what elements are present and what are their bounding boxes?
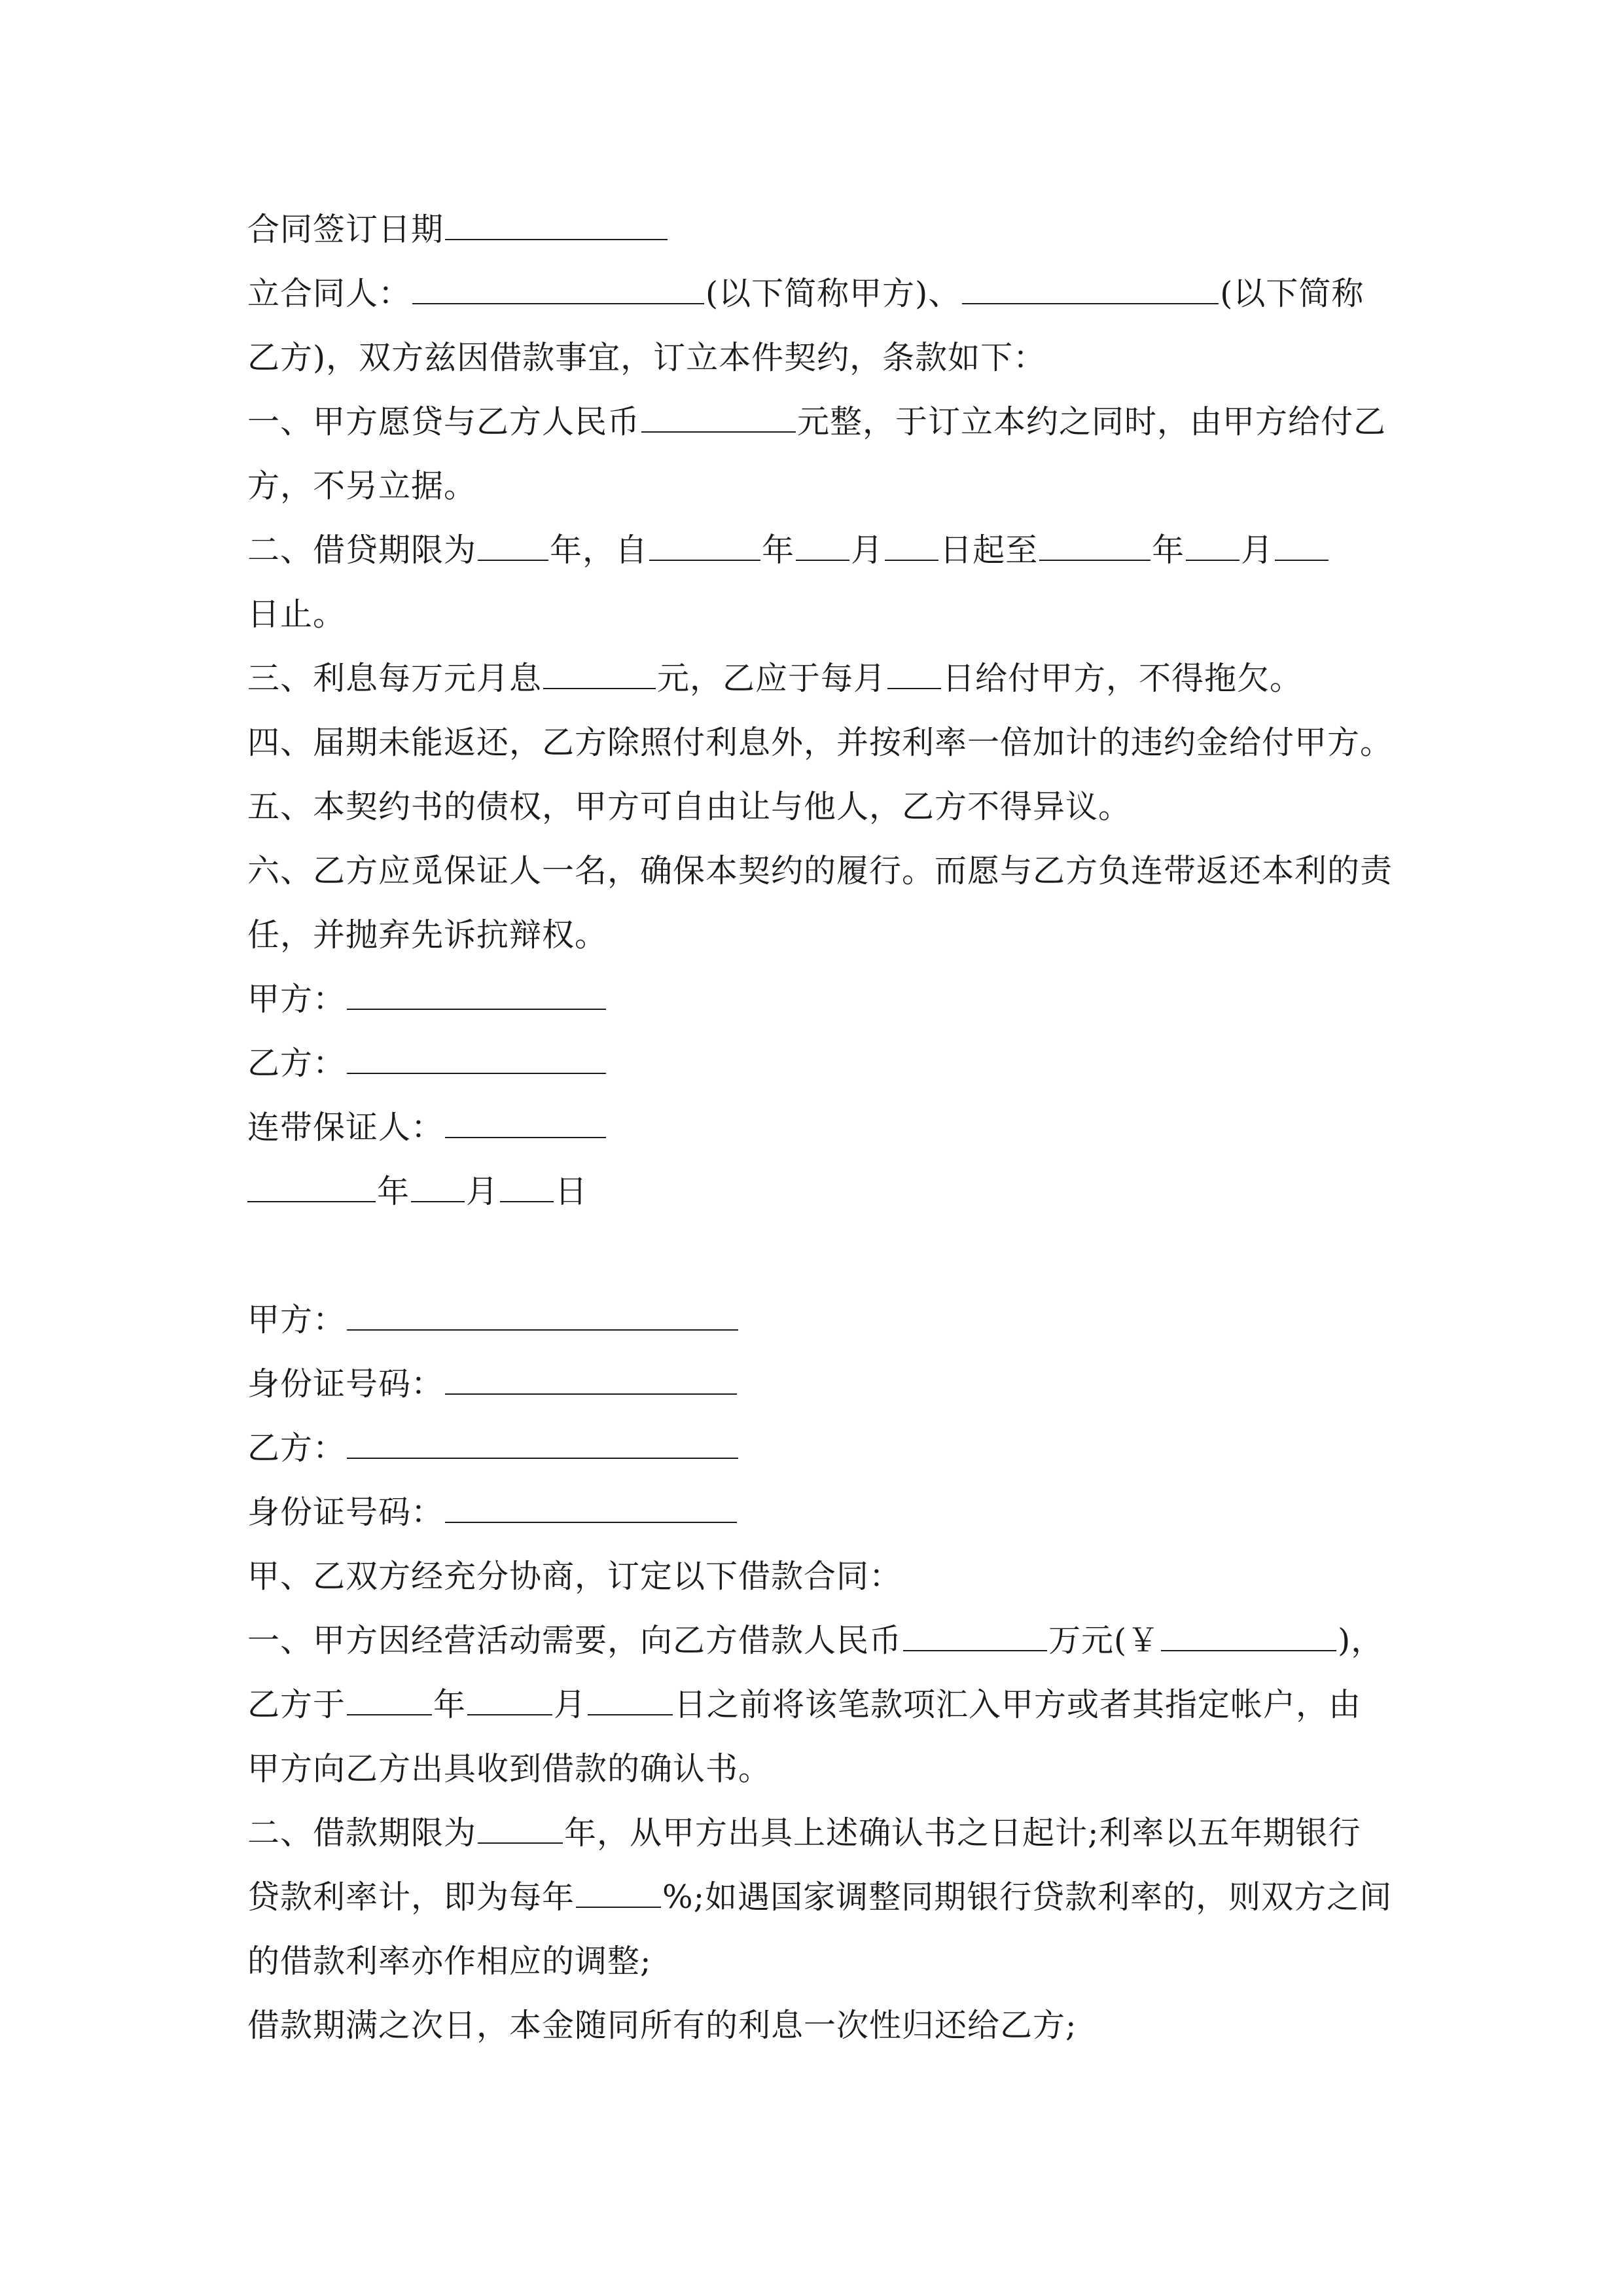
clause-2-cont-text: 日止。 — [247, 596, 346, 633]
sign-date-line — [247, 1160, 1419, 1224]
blank-start-month — [796, 533, 849, 561]
section-gap — [247, 1224, 1419, 1288]
p2-party-b-label: 乙方： — [247, 1429, 346, 1467]
p2-party-a-label: 甲方： — [247, 1301, 346, 1338]
p2-clause-2-l4 — [247, 1994, 1419, 2058]
clause-2-year-from: 年，自 — [550, 531, 649, 569]
blank-p2-rate — [576, 1880, 661, 1908]
blank-p2-month — [467, 1688, 552, 1715]
blank-p2-amount-figure — [1161, 1624, 1336, 1651]
signing-date-line — [247, 198, 1419, 262]
parties-cont-text: 乙方)，双方兹因借款事宜，订立本件契约，条款如下： — [247, 339, 1046, 376]
p2-clause-1-month-label: 月 — [554, 1686, 587, 1723]
clause-2-month-label: 月 — [851, 531, 884, 569]
blank-sign-day — [500, 1175, 554, 1202]
clause-1-text-a: 一、甲方愿贷与乙方人民币 — [247, 403, 641, 440]
clause-3-text-b: 元，乙应于每月 — [657, 660, 887, 697]
blank-p2-amount — [903, 1624, 1047, 1651]
blank-loan-amount — [641, 405, 796, 433]
blank-sign-month — [411, 1175, 465, 1202]
p2-clause-2-l4-text: 借款期满之次日，本金随同所有的利息一次性归还给乙方; — [247, 2007, 1077, 2044]
blank-start-year — [649, 533, 760, 561]
p2-id-a-label: 身份证号码： — [247, 1365, 444, 1403]
blank-party-a — [412, 277, 704, 304]
clause-2-line — [247, 518, 1419, 583]
clause-4-text: 四、届期未能返还，乙方除照付利息外，并按利率一倍加计的违约金给付甲方。 — [247, 724, 1393, 761]
party-b-suffix: (以下简称 — [1220, 275, 1364, 312]
p2-clause-2-l2-b: %;如遇国家调整同期银行贷款利率的，则双方之间 — [662, 1878, 1393, 1916]
p2-clause-2-text-a: 二、借款期限为 — [247, 1814, 477, 1852]
blank-sign-guarantor — [445, 1111, 606, 1138]
p2-clause-1-year-label: 年 — [433, 1686, 467, 1723]
sign-party-b-line — [247, 1031, 1419, 1096]
clause-4-line — [247, 711, 1419, 775]
blank-sign-party-a — [347, 982, 606, 1010]
blank-interest — [543, 662, 656, 689]
blank-sign-year — [247, 1175, 376, 1202]
clause-3-text-a: 三、利息每万元月息 — [247, 660, 543, 697]
p2-id-a-line — [247, 1352, 1419, 1416]
clause-1-cont-line — [247, 454, 1419, 518]
p2-clause-1-l2-rest: 日之前将该笔款项汇入甲方或者其指定帐户，由 — [674, 1686, 1362, 1723]
p2-party-a-line — [247, 1288, 1419, 1352]
clause-2-text-a: 二、借贷期限为 — [247, 531, 477, 569]
p2-clause-1-text-a: 一、甲方因经营活动需要，向乙方借款人民币 — [247, 1622, 902, 1659]
blank-p2-id-b — [445, 1496, 737, 1523]
contract-page — [247, 198, 1419, 2058]
clause-5-line — [247, 775, 1419, 839]
blank-p2-party-b — [347, 1431, 738, 1459]
signing-date-label: 合同签订日期 — [247, 211, 444, 248]
clause-2-day-to: 日起至 — [940, 531, 1039, 569]
p2-party-b-line — [247, 1416, 1419, 1480]
sign-month-label: 月 — [466, 1173, 499, 1210]
blank-end-year — [1039, 533, 1150, 561]
blank-end-day — [1275, 533, 1329, 561]
blank-start-day — [885, 533, 938, 561]
p2-clause-2-l2-a: 贷款利率计，即为每年 — [247, 1878, 575, 1916]
blank-p2-year — [347, 1688, 432, 1715]
blank-end-month — [1186, 533, 1240, 561]
p2-clause-2-line — [247, 1801, 1419, 1865]
clause-6-line — [247, 839, 1419, 903]
clause-2-year-label: 年 — [762, 531, 795, 569]
clause-2-cont-line — [247, 583, 1419, 647]
p2-clause-2-text-b: 年，从甲方出具上述确认书之日起计;利率以五年期银行 — [564, 1814, 1361, 1852]
p2-id-b-line — [247, 1480, 1419, 1545]
sign-party-a-line — [247, 967, 1419, 1031]
sign-year-label: 年 — [377, 1173, 410, 1210]
clause-6-cont-text: 任，并抛弃先诉抗辩权。 — [247, 916, 608, 954]
p2-clause-1-text-c: )， — [1338, 1622, 1384, 1659]
clause-1-line — [247, 390, 1419, 454]
parties-line — [247, 262, 1419, 326]
p2-intro-text: 甲、乙双方经充分协商，订定以下借款合同： — [247, 1558, 902, 1595]
p2-intro-line — [247, 1545, 1419, 1609]
clause-1-cont-text: 方，不另立据。 — [247, 467, 477, 505]
clause-6-text: 六、乙方应觅保证人一名，确保本契约的履行。而愿与乙方负连带返还本利的责 — [247, 852, 1393, 889]
p2-clause-1-text-b: 万元(￥ — [1048, 1622, 1160, 1659]
p2-clause-2-l3-text: 的借款利率亦作相应的调整; — [247, 1943, 652, 1980]
sign-party-b-label: 乙方： — [247, 1045, 346, 1082]
blank-p2-day — [588, 1688, 673, 1715]
p2-clause-1-l3-text: 甲方向乙方出具收到借款的确认书。 — [247, 1750, 772, 1787]
sign-party-a-label: 甲方： — [247, 980, 346, 1018]
sign-guarantor-line — [247, 1096, 1419, 1160]
p2-clause-2-l2 — [247, 1865, 1419, 1929]
blank-p2-term — [478, 1816, 563, 1844]
p2-id-b-label: 身份证号码： — [247, 1494, 444, 1531]
p2-clause-1-l2-a: 乙方于 — [247, 1686, 346, 1723]
party-a-suffix: (以下简称甲方)、 — [705, 275, 961, 312]
blank-pay-day — [887, 662, 941, 689]
clause-2-end-month-label: 月 — [1241, 531, 1274, 569]
p2-clause-1-l3 — [247, 1737, 1419, 1801]
p2-clause-2-l3 — [247, 1929, 1419, 1994]
clause-5-text: 五、本契约书的债权，甲方可自由让与他人，乙方不得异议。 — [247, 788, 1132, 825]
blank-sign-party-b — [347, 1047, 606, 1074]
clause-3-text-c: 日给付甲方，不得拖欠。 — [942, 660, 1303, 697]
sign-guarantor-label: 连带保证人： — [247, 1109, 444, 1146]
blank-term-years — [478, 533, 548, 561]
clause-6-cont-line — [247, 903, 1419, 967]
sign-day-label: 日 — [555, 1173, 588, 1210]
blank-p2-party-a — [347, 1303, 738, 1331]
blank-signing-date — [445, 213, 668, 240]
p2-clause-1-l2 — [247, 1673, 1419, 1737]
clause-2-end-year-label: 年 — [1152, 531, 1185, 569]
parties-label: 立合同人： — [247, 275, 412, 312]
blank-party-b — [962, 277, 1219, 304]
clause-1-text-b: 元整，于订立本约之同时，由甲方给付乙 — [797, 403, 1387, 440]
blank-p2-id-a — [445, 1367, 737, 1395]
p2-clause-1-line — [247, 1609, 1419, 1673]
parties-cont-line — [247, 326, 1419, 390]
clause-3-line — [247, 647, 1419, 711]
